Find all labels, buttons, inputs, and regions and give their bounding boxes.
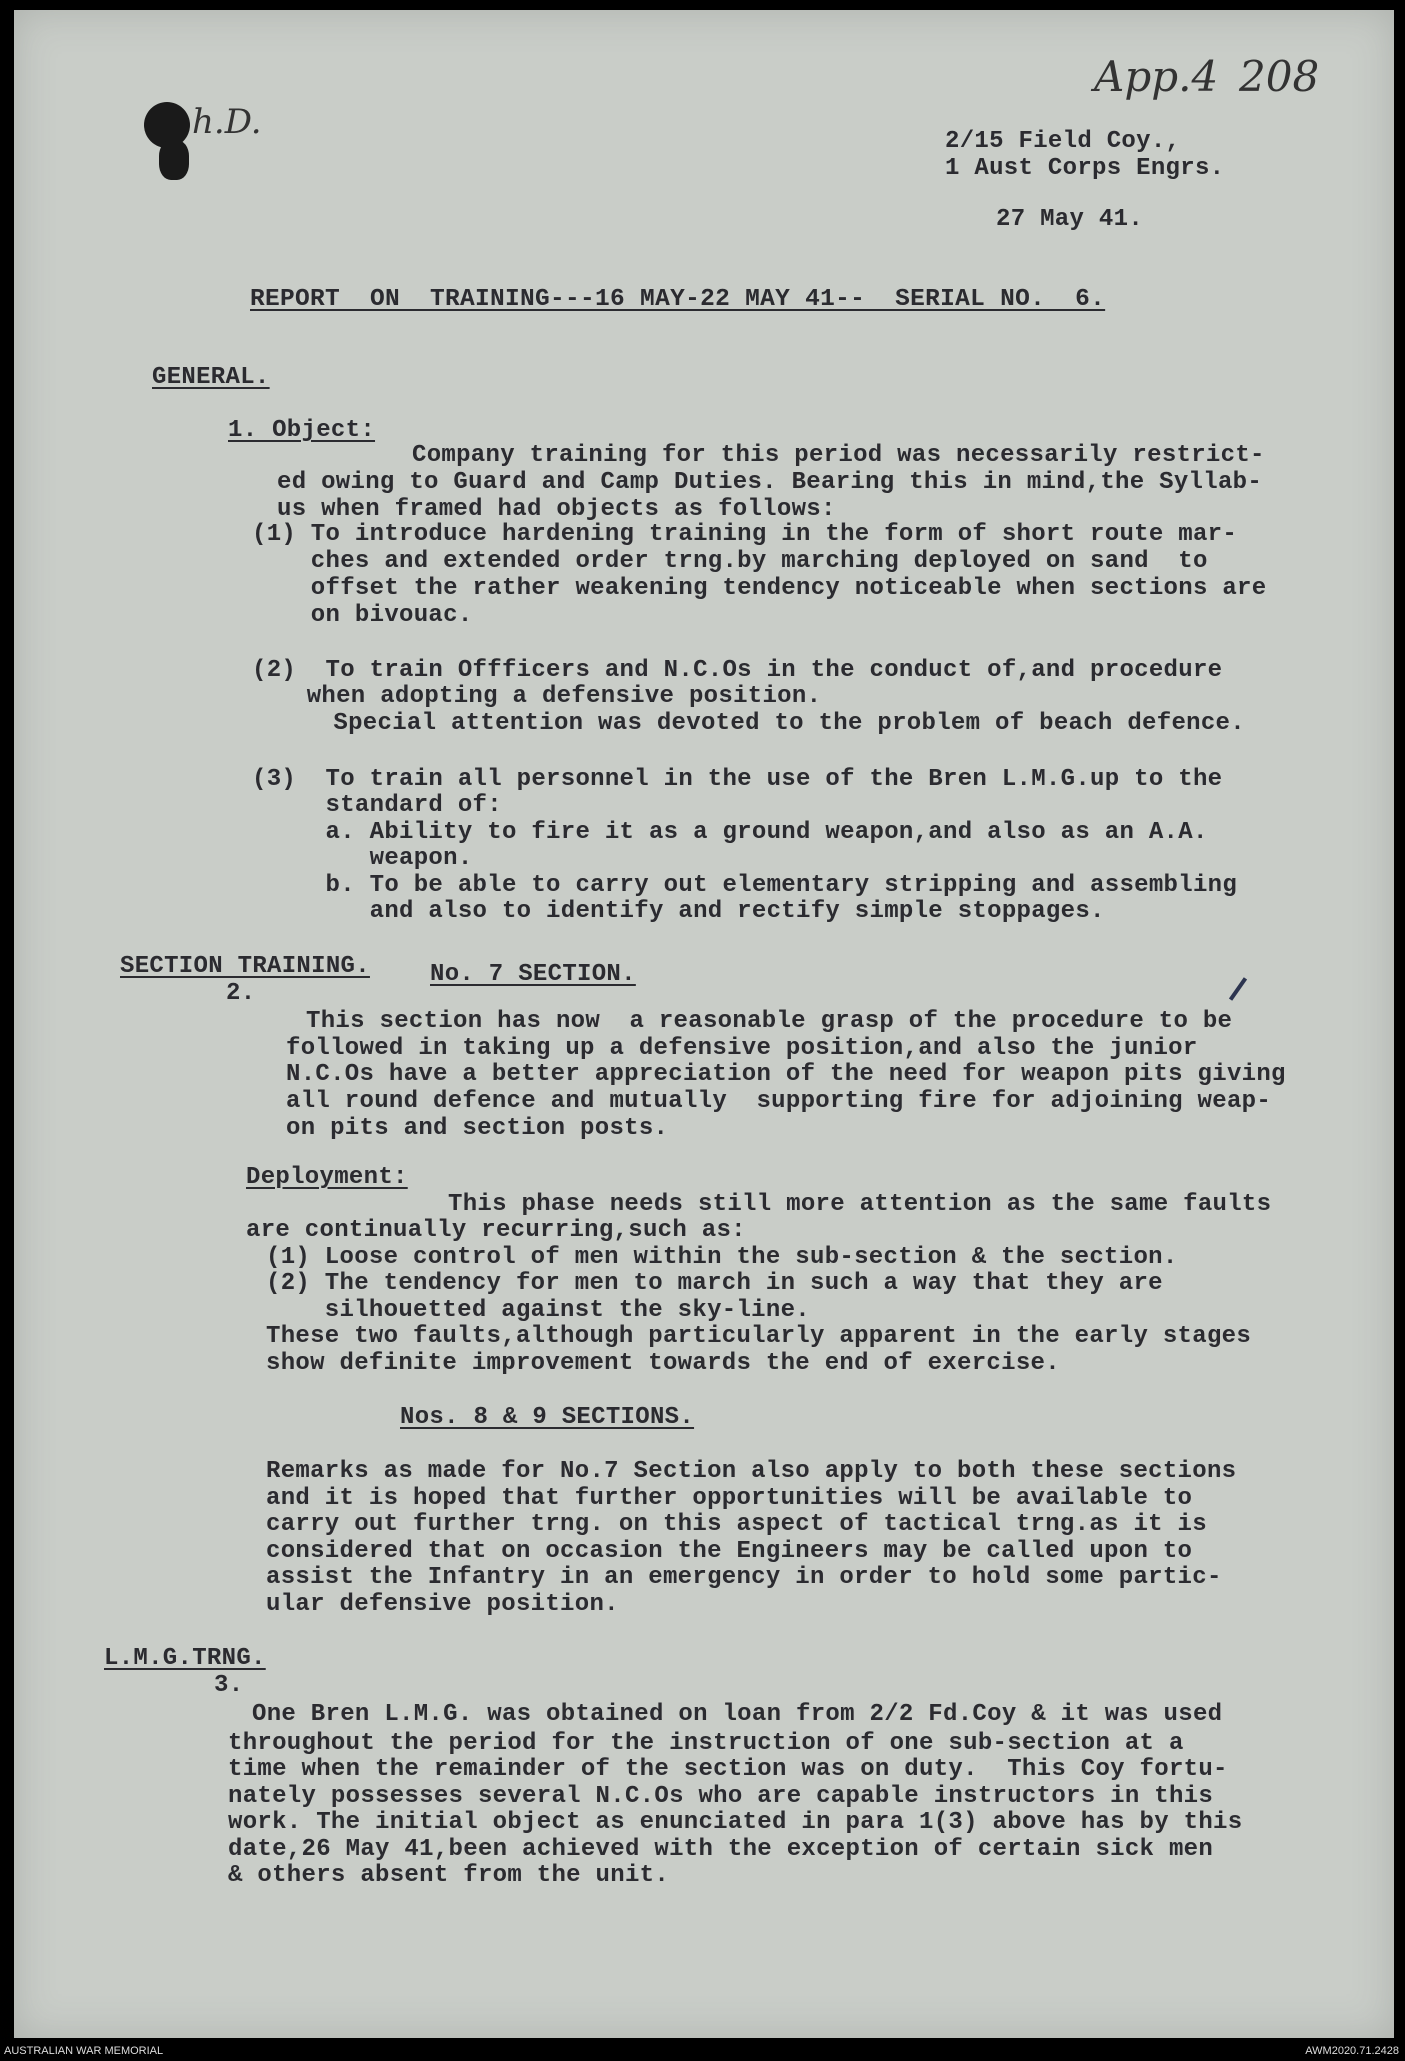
- deployment-line: are continually recurring,such as:: [246, 1217, 746, 1244]
- objective-3-line: b. To be able to carry out elementary stripping and assembling: [252, 872, 1238, 899]
- lmg-line: date,26 May 41,been achieved with the exception of certain sick men: [228, 1836, 1214, 1863]
- objective-2-line: when adopting a defensive position.: [292, 683, 822, 710]
- objective-1-line: on bivouac.: [252, 602, 473, 629]
- unit-line-1: 2/15 Field Coy.,: [945, 128, 1181, 155]
- no7-line: This section has now a reasonable grasp of the procedure to be: [306, 1008, 1233, 1035]
- lmg-line: One Bren L.M.G. was obtained on loan from 2/2 Fd.Coy & it was used: [252, 1701, 1223, 1728]
- unit-line-2: 1 Aust Corps Engrs.: [945, 155, 1225, 182]
- objective-3-line: standard of:: [252, 792, 502, 819]
- deployment-line: silhouetted against the sky-line.: [266, 1297, 810, 1324]
- objective-1-line: offset the rather weakening tendency noticeable when sections are: [252, 575, 1267, 602]
- objective-3-line: (3) To train all personnel in the use of the Bren L.M.G.up to the: [252, 766, 1223, 793]
- footer-source: AUSTRALIAN WAR MEMORIAL: [4, 2045, 164, 2057]
- nos-8-9-line: Remarks as made for No.7 Section also apply to both these sections: [266, 1458, 1237, 1485]
- report-date: 27 May 41.: [996, 206, 1144, 233]
- deployment-line: These two faults,although particularly apparent in the early stages: [266, 1323, 1252, 1350]
- lmg-line: nately possesses several N.C.Os who are capable instructors in this: [228, 1783, 1214, 1810]
- objective-2-line: Special attention was devoted to the problem of beach defence.: [304, 710, 1245, 737]
- nos-8-9-line: ular defensive position.: [266, 1591, 619, 1618]
- object-line: us when framed had objects as follows:: [277, 496, 836, 523]
- general-heading: GENERAL.: [152, 364, 270, 391]
- annotation-number: 208: [1239, 52, 1320, 101]
- punch-hole-smudge: [159, 140, 189, 180]
- lmg-training-heading: L.M.G.TRNG.: [104, 1645, 266, 1672]
- footer-accession: AWM2020.71.2428: [1305, 2045, 1399, 2057]
- nos-8-9-line: and it is hoped that further opportunities will be available to: [266, 1485, 1193, 1512]
- annotation-initials: h.D.: [192, 102, 262, 142]
- lmg-line: & others absent from the unit.: [228, 1862, 670, 1889]
- deployment-line: show definite improvement towards the end of exercise.: [266, 1350, 1060, 1377]
- section-training-heading: SECTION TRAINING.: [120, 953, 370, 980]
- para-2-number: 2.: [226, 980, 256, 1007]
- deployment-line: (1) Loose control of men within the sub-section & the section.: [266, 1244, 1178, 1271]
- annotation-app-ref: App.4: [1094, 52, 1219, 101]
- deployment-heading: Deployment:: [246, 1164, 408, 1191]
- object-line: Company training for this period was necessarily restrict-: [412, 442, 1265, 469]
- no7-line: followed in taking up a defensive position,and also the junior: [286, 1035, 1198, 1062]
- no7-line: N.C.Os have a better appreciation of the need for weapon pits giving: [286, 1061, 1286, 1088]
- no7-line: all round defence and mutually supporting fire for adjoining weap-: [286, 1088, 1272, 1115]
- objective-1-line: ches and extended order trng.by marching deployed on sand to: [252, 548, 1208, 575]
- document-page: [14, 10, 1394, 2038]
- objective-3-line: a. Ability to fire it as a ground weapon,and also as an A.A.: [252, 819, 1208, 846]
- lmg-line: throughout the period for the instruction of one sub-section at a: [228, 1730, 1184, 1757]
- para-3-number: 3.: [214, 1672, 244, 1699]
- lmg-line: time when the remainder of the section was on duty. This Coy fortu-: [228, 1756, 1228, 1783]
- deployment-line: (2) The tendency for men to march in such a way that they are: [266, 1270, 1163, 1297]
- deployment-line: This phase needs still more attention as the same faults: [448, 1191, 1272, 1218]
- objective-1-line: (1) To introduce hardening training in the form of short route mar-: [252, 521, 1238, 548]
- nos-8-9-line: assist the Infantry in an emergency in order to hold some partic-: [266, 1564, 1222, 1591]
- objective-3-line: and also to identify and rectify simple stoppages.: [252, 898, 1105, 925]
- pen-mark: [1229, 977, 1247, 1001]
- report-title: REPORT ON TRAINING---16 MAY-22 MAY 41-- SERIAL NO. 6.: [250, 286, 1106, 313]
- object-heading-text: 1. Object:: [228, 417, 376, 444]
- object-heading: [228, 419, 375, 443]
- lmg-line: work. The initial object as enunciated in para 1(3) above has by this: [228, 1809, 1243, 1836]
- nos-8-9-heading: Nos. 8 & 9 SECTIONS.: [400, 1404, 695, 1431]
- objective-3-line: weapon.: [252, 845, 473, 872]
- no7-heading: No. 7 SECTION.: [430, 961, 636, 988]
- object-line: ed owing to Guard and Camp Duties. Bearing this in mind,the Syllab-: [277, 469, 1263, 496]
- nos-8-9-line: carry out further trng. on this aspect of tactical trng.as it is: [266, 1511, 1207, 1538]
- no7-line: on pits and section posts.: [286, 1115, 669, 1142]
- objective-2-line: (2) To train Offficers and N.C.Os in the conduct of,and procedure: [252, 657, 1223, 684]
- nos-8-9-line: considered that on occasion the Engineers may be called upon to: [266, 1538, 1193, 1565]
